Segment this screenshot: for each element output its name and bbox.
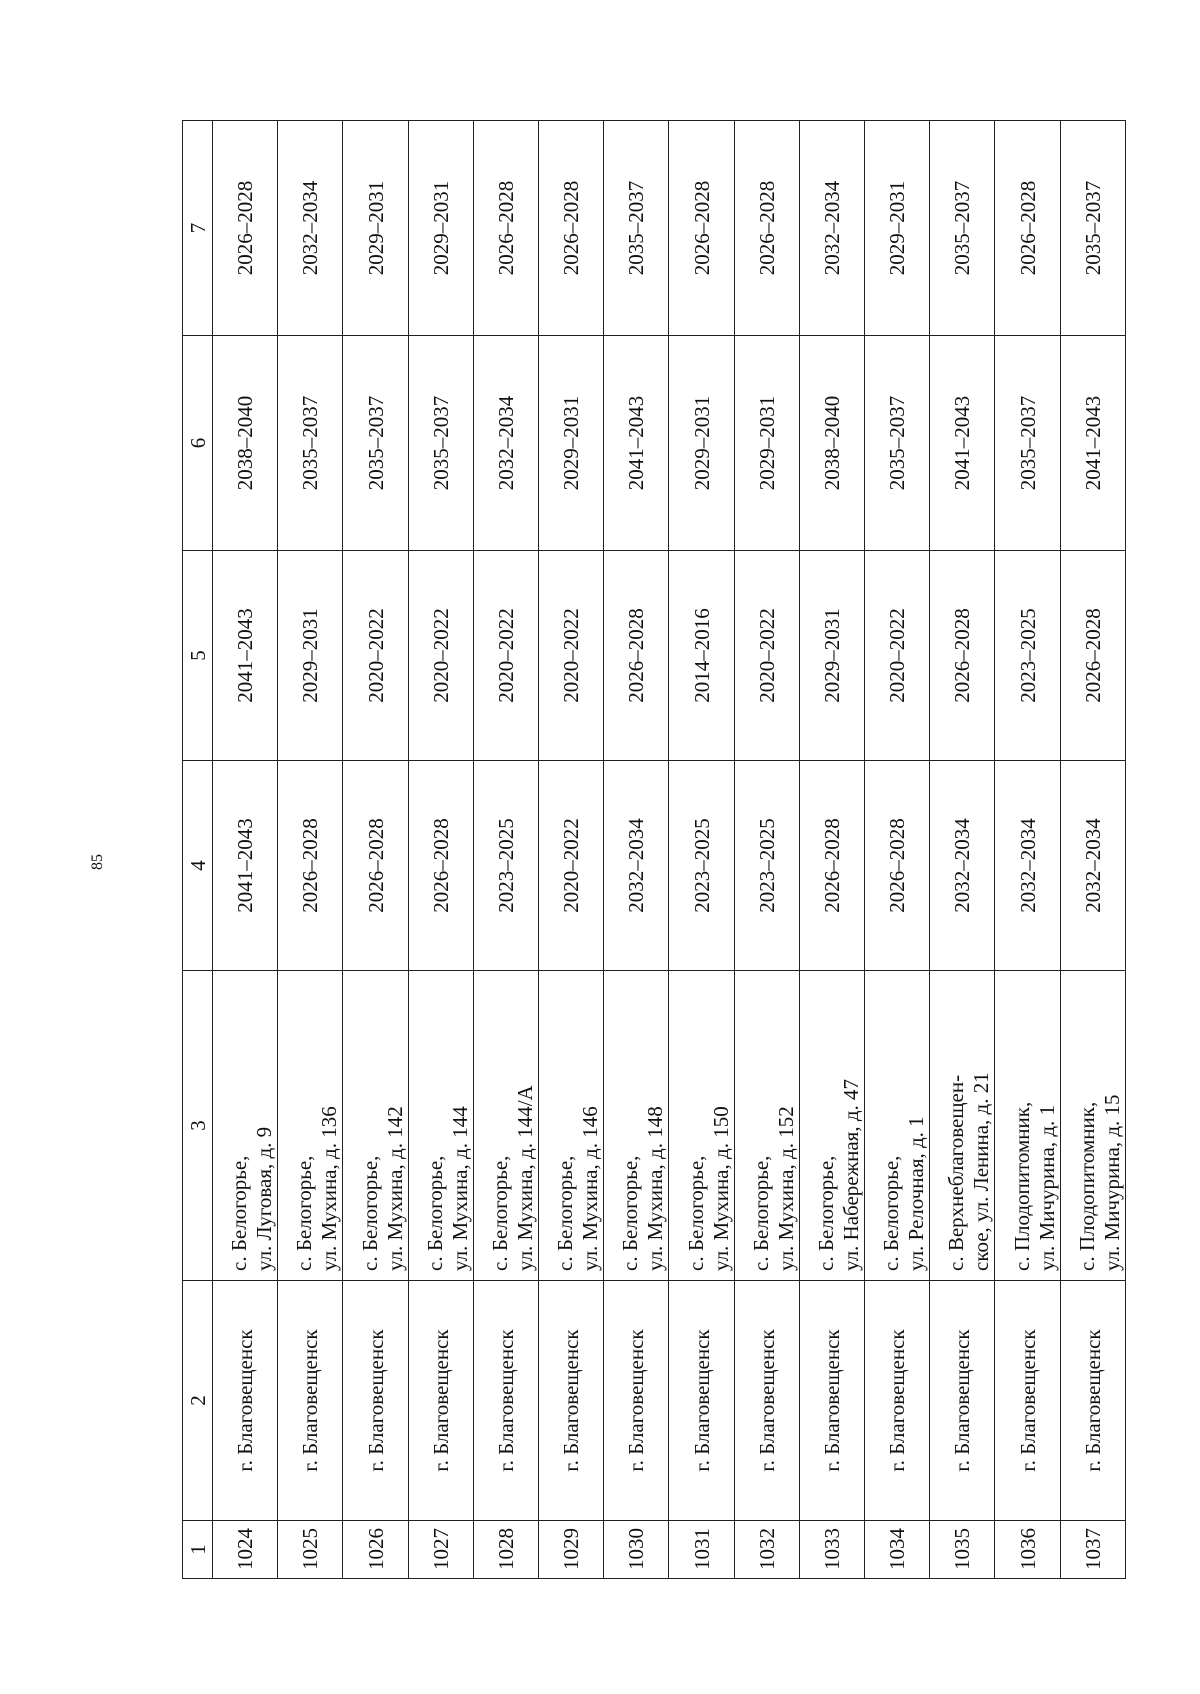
header-col-2: 2 (183, 1281, 213, 1521)
address-line-2: ул. Мухина, д. 142 (382, 1106, 407, 1271)
period-col-7: 2035–2037 (604, 121, 669, 336)
period-col-5: 2020–2022 (343, 551, 408, 761)
address-line-2: ул. Набережная, д. 47 (839, 1078, 864, 1271)
period-col-7: 2029–2031 (865, 121, 930, 336)
period-col-5: 2029–2031 (278, 551, 343, 761)
period-col-4: 2023–2025 (669, 761, 734, 971)
period-col-4: 2026–2028 (278, 761, 343, 971)
address-cell (343, 971, 408, 1281)
row-number: 1025 (278, 1521, 343, 1579)
period-col-6: 2029–2031 (669, 336, 734, 551)
period-col-5: 2026–2028 (930, 551, 995, 761)
address-cell (213, 971, 278, 1281)
period-col-6: 2041–2043 (604, 336, 669, 551)
table-row (278, 121, 343, 1579)
page-number: 85 (89, 854, 106, 870)
city-cell: г. Благовещенск (278, 1281, 343, 1521)
period-col-6: 2041–2043 (930, 336, 995, 551)
address-cell (408, 971, 473, 1281)
table-row (1060, 121, 1125, 1579)
table-row (799, 121, 864, 1579)
table-row (213, 121, 278, 1579)
address-cell (1060, 971, 1125, 1281)
address-line-2: ул. Мичурина, д. 1 (1034, 1104, 1059, 1271)
period-col-7: 2029–2031 (343, 121, 408, 336)
period-col-5: 2020–2022 (408, 551, 473, 761)
table-row (995, 121, 1060, 1579)
address-cell (930, 971, 995, 1281)
row-number: 1028 (473, 1521, 538, 1579)
period-col-6: 2035–2037 (865, 336, 930, 551)
period-col-6: 2038–2040 (799, 336, 864, 551)
period-col-5: 2020–2022 (539, 551, 604, 761)
address-line-2: ул. Мухина, д. 146 (578, 1106, 603, 1271)
period-col-6: 2035–2037 (343, 336, 408, 551)
period-col-6: 2038–2040 (213, 336, 278, 551)
period-col-4: 2026–2028 (343, 761, 408, 971)
period-col-5: 2020–2022 (865, 551, 930, 761)
period-col-6: 2032–2034 (473, 336, 538, 551)
period-col-4: 2026–2028 (408, 761, 473, 971)
period-col-6: 2029–2031 (734, 336, 799, 551)
row-number: 1036 (995, 1521, 1060, 1579)
period-col-7: 2026–2028 (473, 121, 538, 336)
row-number: 1037 (1060, 1521, 1125, 1579)
period-col-7: 2035–2037 (930, 121, 995, 336)
table-row (734, 121, 799, 1579)
city-cell: г. Благовещенск (213, 1281, 278, 1521)
table-row (930, 121, 995, 1579)
period-col-4: 2023–2025 (473, 761, 538, 971)
header-col-6: 6 (183, 336, 213, 551)
period-col-7: 2026–2028 (734, 121, 799, 336)
period-col-5: 2041–2043 (213, 551, 278, 761)
address-line-2: ул. Мухина, д. 136 (317, 1106, 342, 1271)
table-row (343, 121, 408, 1579)
row-number: 1033 (799, 1521, 864, 1579)
period-col-6: 2035–2037 (408, 336, 473, 551)
city-cell: г. Благовещенск (930, 1281, 995, 1521)
period-col-7: 2029–2031 (408, 121, 473, 336)
table-row (473, 121, 538, 1579)
row-number: 1035 (930, 1521, 995, 1579)
address-cell (995, 971, 1060, 1281)
period-col-4: 2032–2034 (930, 761, 995, 971)
period-col-7: 2026–2028 (669, 121, 734, 336)
address-line-1: с. Белогорье, (618, 1155, 643, 1271)
table-row (604, 121, 669, 1579)
period-col-5: 2014–2016 (669, 551, 734, 761)
table-row (669, 121, 734, 1579)
city-cell: г. Благовещенск (604, 1281, 669, 1521)
period-col-7: 2032–2034 (278, 121, 343, 336)
row-number: 1031 (669, 1521, 734, 1579)
period-col-6: 2035–2037 (278, 336, 343, 551)
address-cell (473, 971, 538, 1281)
period-col-4: 2020–2022 (539, 761, 604, 971)
address-line-1: с. Белогорье, (683, 1155, 708, 1271)
city-cell: г. Благовещенск (995, 1281, 1060, 1521)
period-col-4: 2026–2028 (865, 761, 930, 971)
address-line-1: с. Плодопитомник, (1009, 1101, 1034, 1271)
address-line-1: с. Плодопитомник, (1075, 1101, 1099, 1271)
period-col-6: 2041–2043 (1060, 336, 1125, 551)
address-cell (278, 971, 343, 1281)
address-line-2: ул. Мичурина, д. 15 (1100, 1094, 1124, 1271)
housing-schedule-table (182, 120, 1126, 1579)
period-col-6: 2035–2037 (995, 336, 1060, 551)
period-col-5: 2023–2025 (995, 551, 1060, 761)
table-row (865, 121, 930, 1579)
address-cell (539, 971, 604, 1281)
header-col-1: 1 (183, 1521, 213, 1579)
address-cell (799, 971, 864, 1281)
period-col-7: 2026–2028 (995, 121, 1060, 336)
period-col-5: 2020–2022 (473, 551, 538, 761)
address-line-1: с. Белогорье, (488, 1155, 513, 1271)
address-line-1: с. Верхнеблаговещен- (944, 1074, 969, 1271)
period-col-4: 2032–2034 (995, 761, 1060, 971)
address-line-1: с. Белогорье, (422, 1155, 447, 1271)
city-cell: г. Благовещенск (539, 1281, 604, 1521)
period-col-4: 2041–2043 (213, 761, 278, 971)
address-line-1: с. Белогорье, (879, 1155, 904, 1271)
header-row (183, 121, 213, 1579)
period-col-7: 2032–2034 (799, 121, 864, 336)
city-cell: г. Благовещенск (865, 1281, 930, 1521)
table-row (539, 121, 604, 1579)
address-line-2: ул. Мухина, д. 148 (643, 1106, 668, 1271)
address-line-1: с. Белогорье, (357, 1155, 382, 1271)
address-line-2: ул. Релочная, д. 1 (904, 1116, 929, 1271)
period-col-5: 2020–2022 (734, 551, 799, 761)
period-col-7: 2035–2037 (1060, 121, 1125, 336)
address-line-2: ское, ул. Ленина, д. 21 (969, 1072, 994, 1271)
address-cell (604, 971, 669, 1281)
city-cell: г. Благовещенск (734, 1281, 799, 1521)
row-number: 1027 (408, 1521, 473, 1579)
period-col-7: 2026–2028 (213, 121, 278, 336)
header-col-4: 4 (183, 761, 213, 971)
address-line-1: с. Белогорье, (748, 1155, 773, 1271)
header-col-5: 5 (183, 551, 213, 761)
address-line-2: ул. Мухина, д. 150 (708, 1106, 733, 1271)
address-line-2: ул. Мухина, д. 144 (447, 1106, 472, 1271)
row-number: 1029 (539, 1521, 604, 1579)
period-col-4: 2032–2034 (604, 761, 669, 971)
period-col-5: 2026–2028 (604, 551, 669, 761)
table-row (408, 121, 473, 1579)
row-number: 1032 (734, 1521, 799, 1579)
city-cell: г. Благовещенск (669, 1281, 734, 1521)
address-line-1: с. Белогорье, (553, 1155, 578, 1271)
address-cell (734, 971, 799, 1281)
city-cell: г. Благовещенск (799, 1281, 864, 1521)
period-col-4: 2032–2034 (1060, 761, 1125, 971)
header-col-7: 7 (183, 121, 213, 336)
row-number: 1034 (865, 1521, 930, 1579)
period-col-7: 2026–2028 (539, 121, 604, 336)
address-cell (669, 971, 734, 1281)
header-col-3: 3 (183, 971, 213, 1281)
address-line-1: с. Белогорье, (227, 1155, 252, 1271)
address-line-2: ул. Мухина, д. 144/А (513, 1085, 538, 1271)
address-line-1: с. Белогорье, (814, 1155, 839, 1271)
city-cell: г. Благовещенск (343, 1281, 408, 1521)
period-col-5: 2026–2028 (1060, 551, 1125, 761)
city-cell: г. Благовещенск (408, 1281, 473, 1521)
row-number: 1024 (213, 1521, 278, 1579)
row-number: 1030 (604, 1521, 669, 1579)
city-cell: г. Благовещенск (1060, 1281, 1125, 1521)
rotated-table-wrapper (182, 121, 1126, 1579)
address-cell (865, 971, 930, 1281)
city-cell: г. Благовещенск (473, 1281, 538, 1521)
period-col-6: 2029–2031 (539, 336, 604, 551)
address-line-1: с. Белогорье, (292, 1155, 317, 1271)
period-col-4: 2023–2025 (734, 761, 799, 971)
row-number: 1026 (343, 1521, 408, 1579)
address-line-2: ул. Луговая, д. 9 (252, 1126, 277, 1271)
period-col-5: 2029–2031 (799, 551, 864, 761)
address-line-2: ул. Мухина, д. 152 (773, 1106, 798, 1271)
period-col-4: 2026–2028 (799, 761, 864, 971)
